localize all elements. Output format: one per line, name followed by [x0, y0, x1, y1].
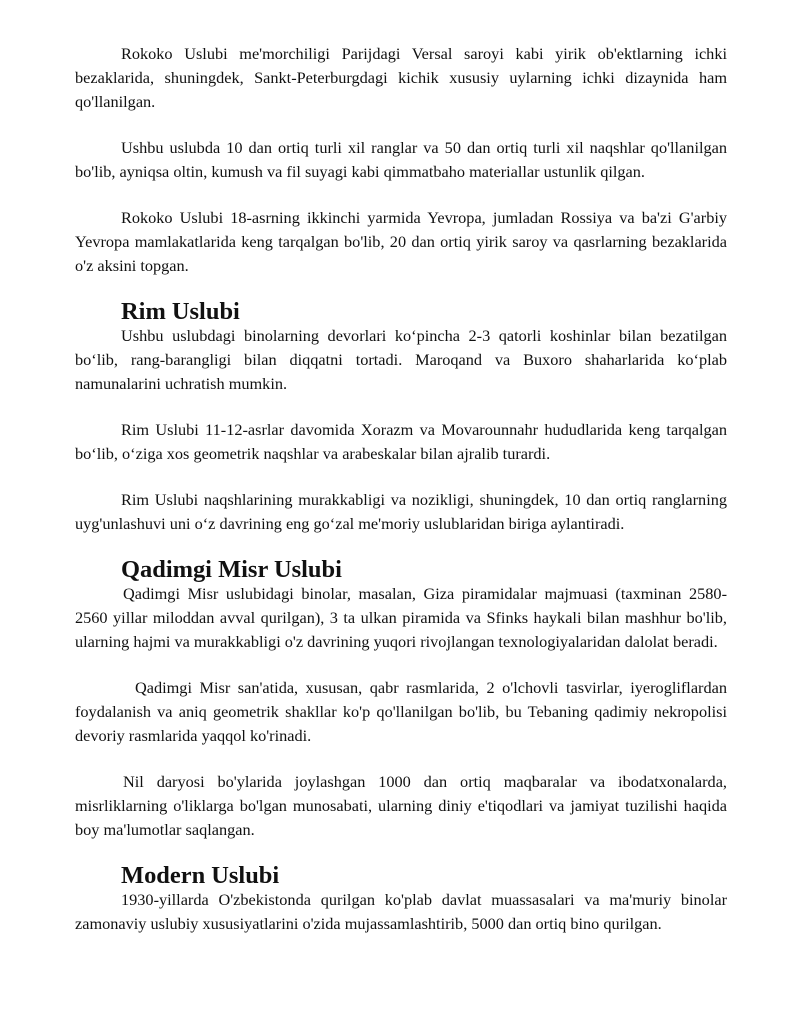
paragraph: Rokoko Uslubi 18-asrning ikkinchi yarmida Yevropa, jumladan Rossiya va ba'zi G'arbiy Yevropa mamlakatlarida keng tarqalgan bo'lib, 20 dan ortiq yirik saroy va qasrlarning bezaklarida o'z aksini topgan.: [75, 208, 727, 275]
paragraph: Rokoko Uslubi me'morchiligi Parijdagi Versal saroyi kabi yirik ob'ektlarning ichki bezaklarida, shuningdek, Sankt-Peterburgdagi kichik xususiy uylarning ichki dizaynida ham qo'llanilgan.: [75, 44, 727, 111]
section-heading: Rim Uslubi: [121, 298, 240, 325]
paragraph: Nil daryosi bo'ylarida joylashgan 1000 dan ortiq maqbaralar va ibodatxonalarda, misrliklarning o'liklarga bo'lgan munosabati, ularning diniy e'tiqodlari va jamiyat tuzilishi haqida boy ma'lumotlar saqlangan.: [75, 772, 727, 839]
paragraph: Rim Uslubi 11-12-asrlar davomida Xorazm va Movarounnahr hududlarida keng tarqalgan boʻlib, oʻziga xos geometrik naqshlar va arabeskalar bilan ajralib turardi.: [75, 420, 727, 463]
paragraph: 1930-yillarda O'zbekistonda qurilgan ko'plab davlat muassasalari va ma'muriy binolar zamonaviy uslubiy xususiyatlarini o'zida mujassamlashtirib, 5000 dan ortiq bino qurilgan.: [75, 890, 727, 933]
section-rim: [75, 300, 727, 536]
paragraph: Ushbu uslubdagi binolarning devorlari koʻpincha 2-3 qatorli koshinlar bilan bezatilgan boʻlib, rang-barangligi bilan diqqatni tortadi. Maroqand va Buxoro shaharlarida koʻplab namunalarini uchratish mumkin.: [75, 326, 727, 393]
paragraph: Ushbu uslubda 10 dan ortiq turli xil ranglar va 50 dan ortiq turli xil naqshlar qo'llanilgan bo'lib, ayniqsa oltin, kumush va fil suyagi kabi qimmatbaho materiallar ustunlik qilgan.: [75, 138, 727, 181]
section-qadimgi-misr: [75, 558, 727, 842]
section-rokoko: [75, 42, 727, 278]
paragraph: Rim Uslubi naqshlarining murakkabligi va nozikligi, shuningdek, 10 dan ortiq ranglarning uyg'unlashuvi uni oʻz davrining eng goʻzal me'moriy uslublaridan biriga aylantiradi.: [75, 490, 727, 533]
paragraph: Qadimgi Misr uslubidagi binolar, masalan, Giza piramidalar majmuasi (taxminan 2580-2560 yillar miloddan avval qurilgan), 3 ta ulkan piramida va Sfinks haykali bilan mashhur bo'lib, ularning hajmi va murakkabligi o'z davrining yuqori rivojlangan texnologiyalaridan dalolat beradi.: [75, 584, 727, 651]
section-modern: [75, 864, 727, 936]
document-page: [75, 42, 727, 958]
paragraph: Qadimgi Misr san'atida, xususan, qabr rasmlarida, 2 o'lchovli tasvirlar, iyerogliflardan foydalanish va aniq geometrik shakllar ko'p qo'llanilgan bo'lib, bu Tebaning qadimiy nekropolisi devoriy rasmlarida yaqqol ko'rinadi.: [75, 678, 727, 745]
section-heading: Modern Uslubi: [121, 862, 280, 889]
section-heading: Qadimgi Misr Uslubi: [121, 556, 342, 583]
